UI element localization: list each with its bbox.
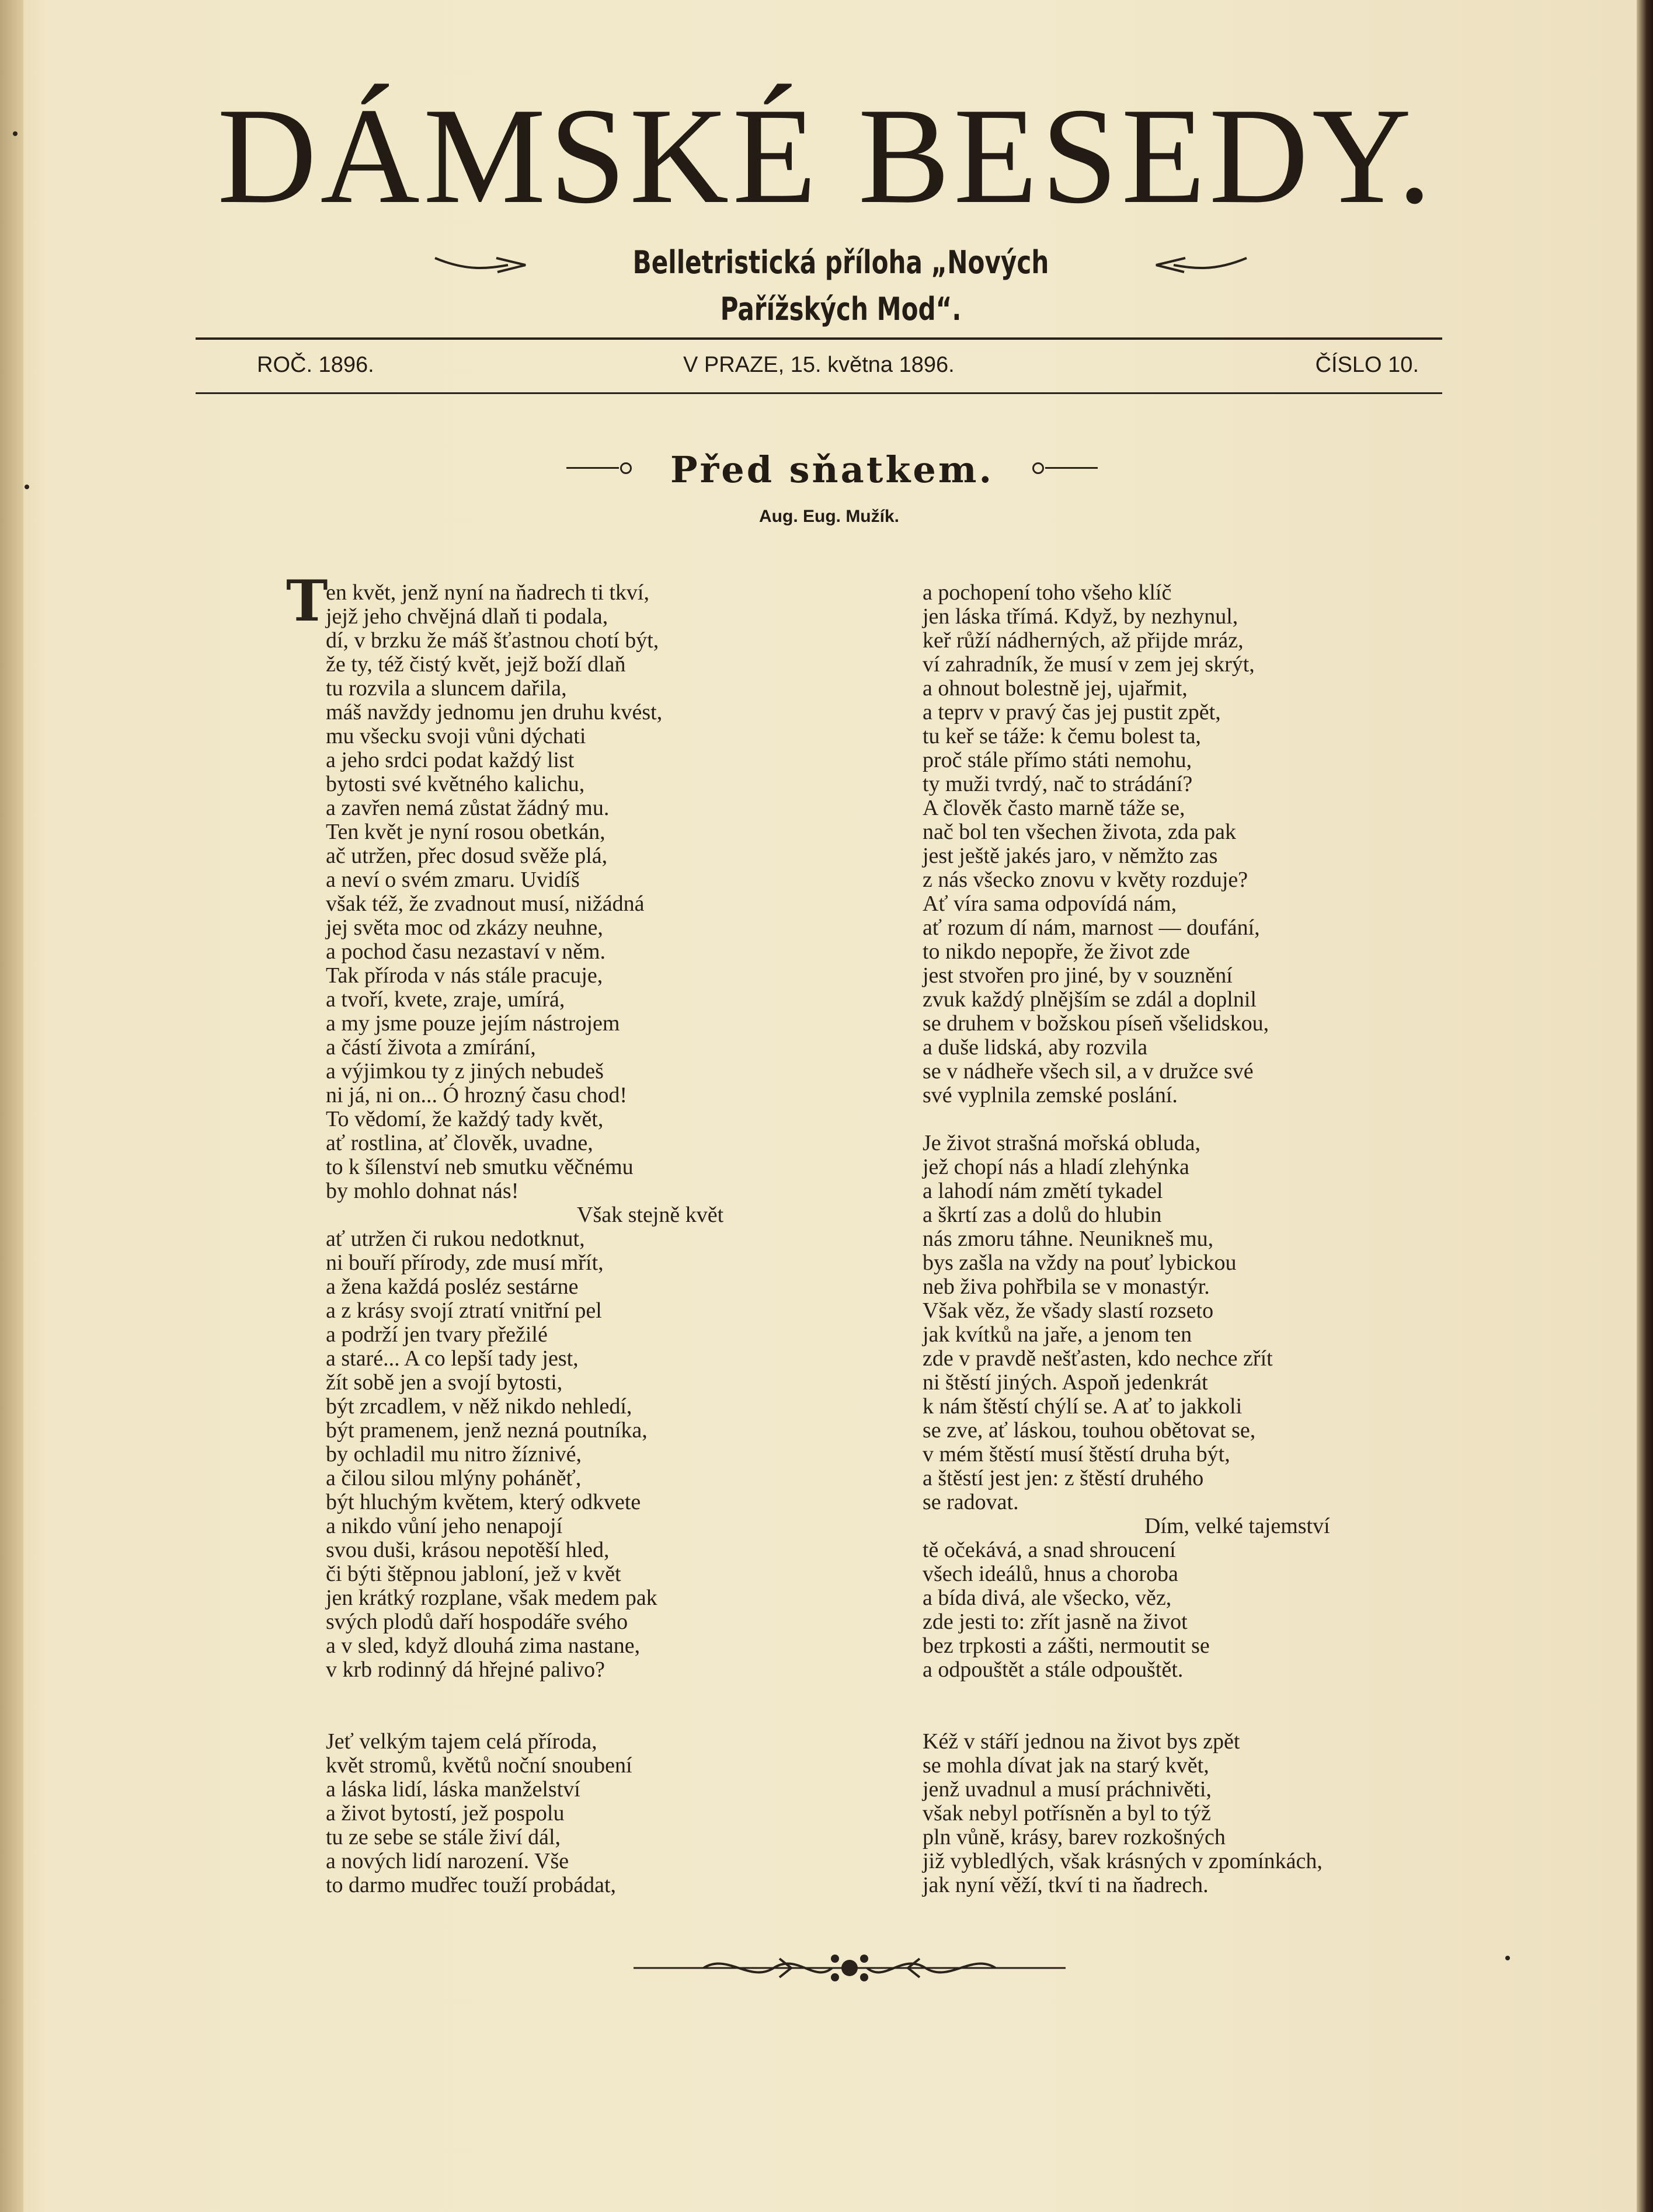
subtitle: Belletristická příloha „Nových Pařížských Mod“. — [632, 244, 1049, 328]
poem-line: jak nyní věží, tkví ti na ňadrech. — [923, 1873, 1209, 1897]
poem-line: jenž uvadnul a musí práchnivěti, — [923, 1777, 1212, 1802]
poem-line: Jeť velkým tajem celá příroda, — [326, 1729, 597, 1754]
poem-line: a žena každá posléz sestárne — [326, 1274, 579, 1299]
poem-line: a tvoří, kvete, zraje, umírá, — [326, 987, 565, 1012]
poem-line: to k šílenství neb smutku věčnému — [326, 1155, 634, 1179]
poem-line: zde v pravdě nešťasten, kdo nechce zřít — [923, 1346, 1273, 1371]
poem-line: své vyplnila zemské poslání. — [923, 1083, 1178, 1107]
drop-cap: T — [286, 568, 328, 634]
poem-line: Dím, velké tajemství — [1144, 1514, 1330, 1538]
ink-speck — [1505, 1956, 1510, 1960]
poem-line: jejž jeho chvějná dlaň ti podala, — [326, 604, 608, 629]
poem-line: keř růží nádherných, až přijde mráz, — [923, 628, 1244, 653]
poem-line: ať utržen či rukou nedotknut, — [326, 1227, 585, 1251]
poem-line: ty muži tvrdý, nač to strádání? — [923, 772, 1193, 796]
binding-edge — [0, 0, 23, 2212]
poem-line: že ty, též čistý květ, jejž boží dlaň — [326, 652, 626, 677]
poem-line: svých plodů daří hospodáře svého — [326, 1610, 628, 1634]
arrow-left-icon — [1150, 245, 1250, 280]
poem-line: z nás všecko znovu v květy rozduje? — [923, 868, 1248, 892]
poem-line: a v sled, když dlouhá zima nastane, — [326, 1633, 641, 1658]
poem-line: to darmo mudřec touží probádat, — [326, 1873, 617, 1897]
poem-line: a neví o svém zmaru. Uvidíš — [326, 868, 580, 892]
subtitle-row — [432, 239, 1250, 328]
poem-line: ni já, ni on... Ó hrozný času chod! — [326, 1083, 628, 1107]
poem-line: se radovat. — [923, 1490, 1019, 1514]
poem-line: žít sobě jen a svojí bytosti, — [326, 1370, 563, 1395]
masthead-title: DÁMSKÉ BESEDY. — [217, 80, 1435, 232]
poem-line: Však stejně květ — [577, 1203, 724, 1227]
page-edge — [1637, 0, 1653, 2212]
arrow-right-icon — [432, 245, 531, 280]
poem-line: již vybledlých, však krásných v zpomínkách, — [923, 1849, 1323, 1873]
issue-line — [257, 344, 1419, 385]
poem-line: a my jsme pouze jejím nástrojem — [326, 1011, 620, 1036]
poem-line: a odpouštět a stále odpouštět. — [923, 1657, 1184, 1682]
poem-line: A člověk často marně táže se, — [923, 796, 1185, 820]
poem-line: se mohla dívat jak na starý květ, — [923, 1753, 1209, 1778]
poem-line: ví zahradník, že musí v zem jej skrýt, — [923, 652, 1255, 677]
poem-line: máš navždy jednomu jen druhu kvést, — [326, 700, 663, 724]
poem-line: a zavřen nemá zůstat žádný mu. — [326, 796, 610, 820]
stanza-gap — [326, 1706, 793, 1730]
floral-ornament-icon — [634, 1947, 1066, 1988]
issue-place-date: V PRAZE, 15. května 1896. — [683, 353, 955, 377]
poem-line: to nikdo nepopře, že život zde — [923, 939, 1190, 964]
poem-line: jen láska třímá. Když, by nezhynul, — [923, 604, 1238, 629]
poem-line: tu keř se táže: k čemu bolest ta, — [923, 724, 1201, 748]
poem-line: pln vůně, krásy, barev rozkošných — [923, 1825, 1226, 1849]
header-rule-bottom — [196, 392, 1442, 394]
poem-line: květ stromů, květů noční snoubení — [326, 1753, 632, 1778]
poem-line: nač bol ten všechen života, zda pak — [923, 820, 1237, 844]
poem-line: tě očekává, a snad shroucení — [923, 1538, 1176, 1562]
poem-line: a lahodí nám změtí tykadel — [923, 1179, 1163, 1203]
stanza-gap — [923, 1682, 1407, 1706]
poem-line: Ať víra sama odpovídá nám, — [923, 891, 1177, 916]
poem-line: bytosti své květného kalichu, — [326, 772, 585, 796]
poem-line: a z krásy svojí ztratí vnitřní pel — [326, 1298, 602, 1323]
title-dash-right — [1045, 467, 1098, 469]
poem-line: To vědomí, že každý tady květ, — [326, 1107, 604, 1131]
poem-line: však nebyl potřísněn a byl to týž — [923, 1801, 1211, 1826]
header-rule-top — [196, 337, 1442, 340]
poem-line: Je život strašná mořská obluda, — [923, 1131, 1200, 1155]
poem-line: ač utržen, přec dosud svěže plá, — [326, 844, 608, 868]
stanza-gap — [326, 1682, 793, 1706]
poem-line: a ohnout bolestně jej, ujařmit, — [923, 676, 1188, 701]
poem-line: v mém štěstí musí štěstí druha být, — [923, 1442, 1230, 1466]
poem-line: Kéž v stáří jednou na život bys zpět — [923, 1729, 1240, 1754]
poem-line: a teprv v pravý čas jej pustit zpět, — [923, 700, 1221, 724]
poem-line: jest ještě jakés jaro, v němžto zas — [923, 844, 1218, 868]
poem-line: nás zmoru táhne. Neunikneš mu, — [923, 1227, 1214, 1251]
poem-line: by ochladil mu nitro žíznivé, — [326, 1442, 582, 1466]
poem-line: a jeho srdci podat každý list — [326, 748, 575, 772]
poem-line: svou duši, krásou nepotěší hled, — [326, 1538, 610, 1562]
poem-line: a podrží jen tvary přežilé — [326, 1322, 548, 1347]
poem-line: a staré... A co lepší tady jest, — [326, 1346, 579, 1371]
ink-speck — [13, 131, 18, 136]
ink-speck — [25, 485, 29, 489]
poem-line: jež chopí nás a hladí zlehýnka — [923, 1155, 1189, 1179]
poem-line: být hluchým květem, který odkvete — [326, 1490, 641, 1514]
poem-line: však též, že zvadnout musí, nižádná — [326, 891, 645, 916]
poem-line: k nám štěstí chýlí se. A ať to jakkoli — [923, 1394, 1243, 1419]
poem-line: a štěstí jest jen: z štěstí druhého — [923, 1466, 1204, 1490]
poem-line: ni štěstí jiných. Aspoň jedenkrát — [923, 1370, 1208, 1395]
poem-line: jej světa moc od zkázy neuhne, — [326, 915, 603, 940]
poem-line: a láska lidí, láska manželství — [326, 1777, 580, 1802]
poem-line: a život bytostí, jež pospolu — [326, 1801, 565, 1826]
poem-line: všech ideálů, hnus a choroba — [923, 1562, 1178, 1586]
poem-line: zde jesti to: zřít jasně na život — [923, 1610, 1188, 1634]
poem-line: proč stále přímo státi nemohu, — [923, 748, 1192, 772]
poem-line: a duše lidská, aby rozvila — [923, 1035, 1148, 1060]
poem-column-right — [923, 581, 1407, 1897]
poem-line: Tak příroda v nás stále pracuje, — [326, 963, 603, 988]
poem-line: zvuk každý plnějším se zdál a doplnil — [923, 987, 1257, 1012]
poem-line: jen krátký rozplane, však medem pak — [326, 1586, 657, 1610]
poem-line: jest stvořen pro jiné, by v souznění — [923, 963, 1233, 988]
title-dash-left — [566, 467, 619, 469]
poem-line: bez trpkosti a zášti, nermoutit se — [923, 1633, 1210, 1658]
poem-line: či býti štěpnou jabloní, jež v květ — [326, 1562, 621, 1586]
poem-line: ať rostlina, ať člověk, uvadne, — [326, 1131, 593, 1155]
poem-line: se zve, ať láskou, touhou obětovat se, — [923, 1418, 1256, 1443]
poem-line: Však věz, že všady slastí rozseto — [923, 1298, 1214, 1323]
stanza-gap — [923, 1107, 1407, 1131]
poem-line: dí, v brzku že máš šťastnou chotí být, — [326, 628, 659, 653]
poem-line: a částí života a zmírání, — [326, 1035, 536, 1060]
poem-author: Aug. Eug. Mužík. — [759, 507, 899, 526]
poem-line: a pochopení toho všeho klíč — [923, 580, 1172, 605]
poem-line: ať rozum dí nám, marnost — doufání, — [923, 915, 1260, 940]
poem-line: jak kvítků na jaře, a jenom ten — [923, 1322, 1192, 1347]
poem-line: a čilou silou mlýny poháněť, — [326, 1466, 582, 1490]
poem-line: být pramenem, jenž nezná poutníka, — [326, 1418, 648, 1443]
poem-line: v krb rodinný dá hřejné palivo? — [326, 1657, 605, 1682]
poem-line: a škrtí zas a dolů do hlubin — [923, 1203, 1162, 1227]
poem-title-row — [555, 444, 1109, 496]
poem-line: a výjimkou ty z jiných nebudeš — [326, 1059, 604, 1084]
poem-line: a pochod času nezastaví v něm. — [326, 939, 606, 964]
poem-title: Před sňatkem. — [670, 448, 994, 491]
poem-line: en květ, jenž nyní na ňadrech ti tkví, — [326, 580, 649, 605]
poem-line: a nikdo vůní jeho nenapojí — [326, 1514, 563, 1538]
issue-number: ČÍSLO 10. — [1315, 353, 1419, 377]
poem-line: neb živa pohřbila se v monastýr. — [923, 1274, 1210, 1299]
poem-line: Ten květ je nyní rosou obetkán, — [326, 820, 605, 844]
poem-line: se v nádheře všech sil, a v družce své — [923, 1059, 1254, 1084]
poem-line: bys zašla na vždy na pouť lybickou — [923, 1250, 1237, 1275]
poem-line: a bída divá, ale všecko, věz, — [923, 1586, 1172, 1610]
issue-year: ROČ. 1896. — [257, 353, 374, 377]
poem-column-left — [326, 581, 793, 1897]
title-ring-right — [1032, 462, 1044, 474]
poem-line: ni bouří přírody, zde musí mřít, — [326, 1250, 604, 1275]
poem-line: být zrcadlem, v něž nikdo nehledí, — [326, 1394, 632, 1419]
poem-line: a nových lidí narození. Vše — [326, 1849, 569, 1873]
title-ring-left — [620, 462, 632, 474]
poem-line: mu všecku svoji vůni dýchati — [326, 724, 586, 748]
poem-line: by mohlo dohnat nás! — [326, 1179, 519, 1203]
poem-line: se druhem v božskou píseň všelidskou, — [923, 1011, 1269, 1036]
stanza-gap — [923, 1706, 1407, 1730]
poem-line: tu ze sebe se stále živí dál, — [326, 1825, 561, 1849]
poem-line: tu rozvila a sluncem dařila, — [326, 676, 567, 701]
